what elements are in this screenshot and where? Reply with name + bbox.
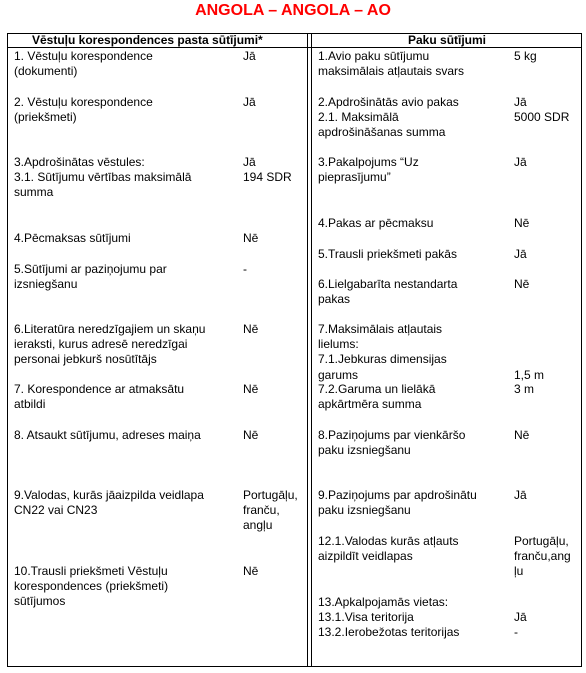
row-value: Jā — [514, 155, 527, 169]
row-label-line: 7. Korespondence ar atmaksātu — [14, 382, 185, 396]
left-column-header: Vēstuļu korespondences pasta sūtījumi* — [32, 33, 263, 47]
row-value: Jā — [514, 488, 527, 502]
row-value: Nē — [514, 216, 530, 230]
row-value: Portugāļu, — [514, 534, 569, 548]
row-label-line: korespondences (priekšmeti) — [14, 579, 169, 594]
row-label-line: 3.Pakalpojums “Uz — [318, 155, 419, 169]
row-label-line: paku izsniegšanu — [318, 443, 411, 458]
row-label-line: 8.Paziņojums par vienkāršo — [318, 428, 466, 442]
row-label-line: sūtījumos — [14, 594, 66, 609]
row-value: 194 SDR — [243, 170, 292, 185]
row-label-line: (priekšmeti) — [14, 110, 77, 125]
column-divider-left — [307, 33, 308, 667]
table-border-left — [7, 33, 8, 667]
row-value: 5 kg — [514, 49, 537, 63]
row-value: Portugāļu, — [243, 488, 298, 502]
row-label-line: 13.Apkalpojamās vietas: — [318, 595, 449, 609]
row-value: ļu — [514, 564, 524, 579]
row-label-line: CN22 vai CN23 — [14, 503, 98, 518]
row-value: Jā — [243, 155, 256, 169]
row-label-line: 4.Pakas ar pēcmaksu — [318, 216, 434, 230]
row-label-line: pieprasījumu” — [318, 170, 391, 185]
right-column-header: Paku sūtījumi — [408, 33, 487, 47]
row-label-line: 2.Apdrošinātās avio pakas — [318, 95, 459, 109]
row-label-line: 2. Vēstuļu korespondence — [14, 95, 153, 109]
row-label-line: aizpildīt veidlapas — [318, 549, 413, 564]
table-border-bottom — [7, 666, 582, 667]
row-label-line: summa — [14, 185, 54, 200]
row-value: - — [243, 262, 247, 276]
row-value: franču,ang — [514, 549, 571, 564]
row-label-line: 1. Vēstuļu korespondence — [14, 49, 153, 63]
row-label-line: apdrošināšanas summa — [318, 125, 446, 140]
row-value: 5000 SDR — [514, 110, 570, 125]
row-value: - — [514, 625, 518, 640]
row-label-line: garums — [318, 367, 359, 382]
row-value: angļu — [243, 518, 273, 533]
row-label-line: paku izsniegšanu — [318, 503, 411, 518]
row-value: Jā — [243, 49, 256, 63]
row-label-line: apkārtmēra summa — [318, 397, 422, 412]
row-value: Nē — [243, 428, 259, 442]
row-label-line: izsniegšanu — [14, 277, 78, 292]
row-label-line: pakas — [318, 292, 351, 307]
page-title: ANGOLA – ANGOLA – AO — [195, 2, 391, 19]
row-value: 3 m — [514, 382, 535, 396]
row-value: Jā — [514, 247, 527, 261]
row-label-line: 13.2.Ierobežotas teritorijas — [318, 625, 460, 640]
row-label-line: 9.Paziņojums par apdrošinātu — [318, 488, 477, 502]
row-value: Nē — [243, 382, 259, 396]
row-label-line: 3.1. Sūtījumu vērtības maksimālā — [14, 170, 192, 185]
row-label-line: 8. Atsaukt sūtījumu, adreses maiņa — [14, 428, 201, 442]
row-value: franču, — [243, 503, 280, 518]
row-value: Jā — [514, 610, 527, 625]
row-label-line: (dokumenti) — [14, 64, 78, 79]
row-label-line: 1.Avio paku sūtījumu — [318, 49, 430, 63]
row-value: Jā — [514, 95, 527, 109]
row-label-line: ieraksti, kurus adresē neredzīgai — [14, 337, 188, 352]
row-label-line: 12.1.Valodas kurās atļauts — [318, 534, 459, 548]
row-value: Nē — [243, 231, 259, 245]
row-label-line: 13.1.Visa teritorija — [318, 610, 414, 625]
table-border-right — [581, 33, 582, 667]
row-value: Nē — [243, 564, 259, 578]
row-label-line: 7.Maksimālais atļautais — [318, 322, 443, 336]
row-value: Jā — [243, 95, 256, 109]
row-label-line: maksimālais atļautais svars — [318, 64, 465, 79]
row-value: Nē — [514, 428, 530, 442]
row-label-line: atbildi — [14, 397, 46, 412]
row-value: Nē — [514, 277, 530, 291]
row-label-line: 3.Apdrošinātas vēstules: — [14, 155, 145, 169]
row-label-line: personai jebkurš nosūtītājs — [14, 352, 157, 367]
row-label-line: 10.Trausli priekšmeti Vēstuļu — [14, 564, 168, 578]
row-label-line: 5.Trausli priekšmeti pakās — [318, 247, 457, 261]
row-label-line: 7.1.Jebkuras dimensijas — [318, 352, 447, 367]
row-label-line: 7.2.Garuma un lielākā — [318, 382, 436, 396]
row-value: Nē — [243, 322, 259, 336]
row-label-line: 4.Pēcmaksas sūtījumi — [14, 231, 131, 245]
column-divider-right — [311, 33, 312, 667]
row-value: 1,5 m — [514, 367, 545, 382]
row-label-line: 6.Lielgabarīta nestandarta — [318, 277, 458, 291]
row-label-line: 6.Literatūra neredzīgajiem un skaņu — [14, 322, 206, 336]
row-label-line: 5.Sūtījumi ar paziņojumu par — [14, 262, 167, 276]
row-label-line: 2.1. Maksimālā — [318, 110, 399, 125]
row-label-line: 9.Valodas, kurās jāaizpilda veidlapa — [14, 488, 204, 502]
row-label-line: lielums: — [318, 337, 359, 352]
